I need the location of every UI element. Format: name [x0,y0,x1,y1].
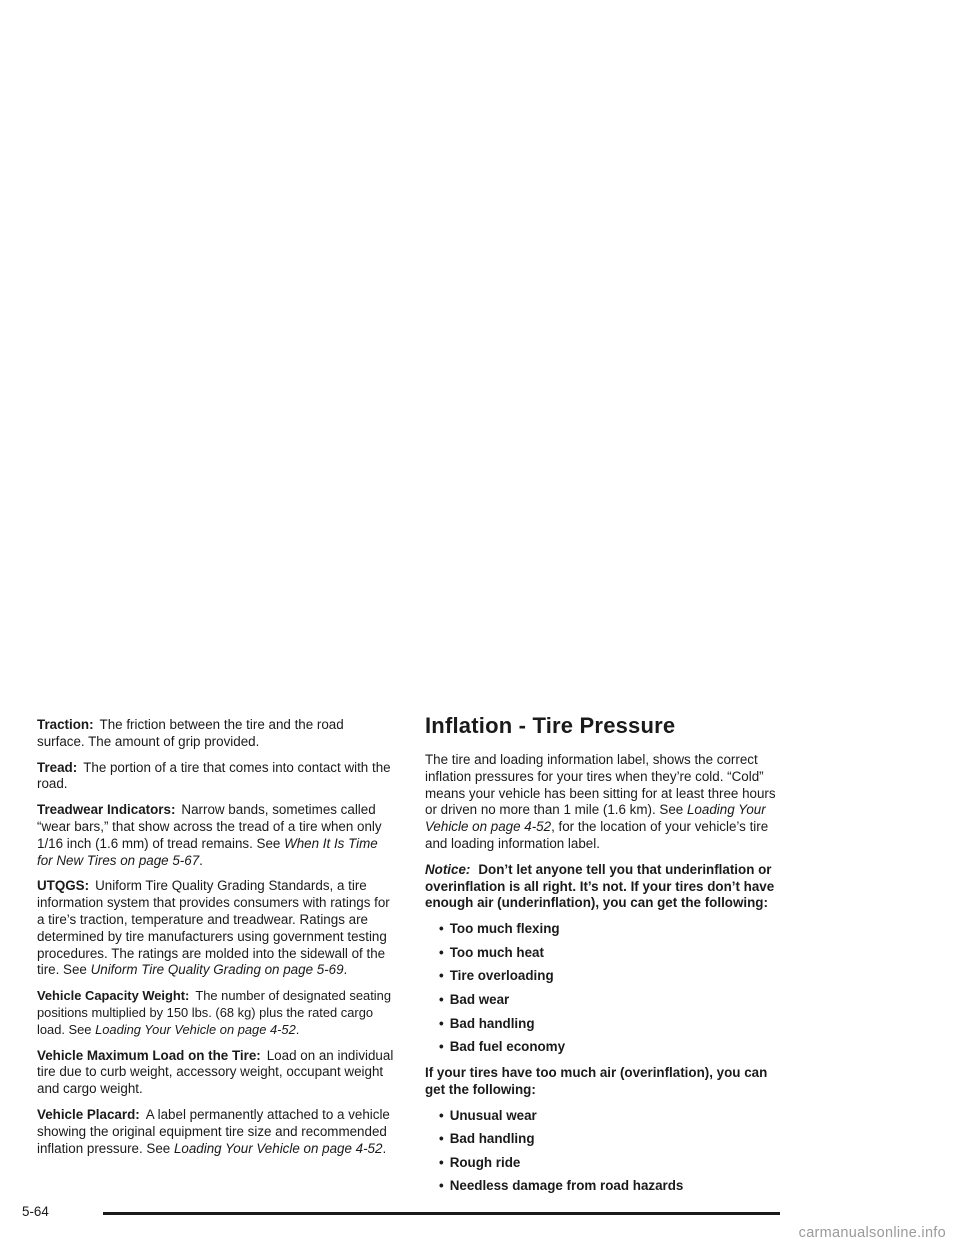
definition-tread [37,760,395,794]
definition-text: Load on an individual tire due to curb weight, accessory weight, occupant weight and cargo weight. [37,1047,394,1097]
list-item: • Tire overloading [439,968,790,985]
cross-reference-link[interactable]: Uniform Tire Quality Grading on page 5-69 [90,962,344,978]
watermark: carmanualsonline.info [798,1225,946,1241]
definition-term: Vehicle Maximum Load on the Tire: [37,1047,261,1063]
list-item: • Too much heat [439,945,790,962]
notice-label: Notice: [425,861,471,877]
definition-treadwear-indicators: Treadwear Indicators: Narrow bands, sometimes called “wear bars,” that show across the tread of a tire when only 1/16 inch (1.6 mm) of tread remains. See When It Is Time for New Tires on page 5-67. [37,802,382,868]
list-item: • Bad fuel economy [439,1039,790,1056]
definition-utqgs: UTQGS: Uniform Tire Quality Grading Standards, a tire information system that provides consumers with ratings for a tire’s traction, temperature and treadwear. Ratings are determined by tire manufacturers using government testing procedures. The ratings are molded into the sidewall of the tire. See Uniform Tire Quality Grading on page 5-69. [37,878,390,978]
page-number: 5-64 [22,1204,49,1219]
definition-vehicle-placard: Vehicle Placard: A label permanently attached to a vehicle showing the original equipment tire size and recommended inflation pressure. See Loading Your Vehicle on page 4-52. [37,1106,390,1156]
footer-divider [103,1212,780,1215]
cross-reference-link[interactable]: Loading Your Vehicle on page 4-52 [95,1021,296,1037]
definition-text: The friction between the tire and the road surface. The amount of grip provided. [37,717,344,749]
definition-traction [37,717,395,751]
definition-vehicle-capacity-weight: Vehicle Capacity Weight: The number of designated seating positions multiplied by 150 lbs. (68 kg) plus the rated cargo load. See Loading Your Vehicle on page 4-52. [37,988,391,1037]
definition-term: Treadwear Indicators: [37,802,176,818]
definition-text: A label permanently attached to a vehicle showing the original equipment tire size and recommended inflation pressure. See [37,1106,390,1156]
definition-term: Vehicle Capacity Weight: [37,988,190,1004]
right-column [425,713,790,1204]
definition-term: Tread: [37,759,78,775]
notice-text: Don’t let anyone tell you that underinflation or overinflation is all right. It’s not. If your tires don’t have enough air (underinflation), you can get the following: [425,861,775,911]
definition-term: UTQGS: [37,878,90,894]
cross-reference-link[interactable]: Loading Your Vehicle on page 4-52 [425,802,766,835]
list-item: • Bad handling [439,1016,790,1033]
underinflation-list [425,921,790,1056]
notice-paragraph [425,862,790,912]
overinflation-list [425,1108,790,1196]
definition-text: Narrow bands, sometimes called “wear bars,” that show across the tread of a tire when only 1/16 inch (1.6 mm) of tread remains. See [37,802,382,851]
definition-text: The number of designated seating positions multiplied by 150 lbs. (68 kg) plus the rated cargo load. See [37,988,391,1037]
list-item: • Bad handling [439,1131,790,1148]
definition-text: The portion of a tire that comes into contact with the road. [37,759,391,792]
list-item: • Bad wear [439,992,790,1009]
definition-term: Vehicle Placard: [37,1106,140,1122]
list-item: • Rough ride [439,1155,790,1172]
left-column [37,717,395,1166]
overinflation-intro: If your tires have too much air (overinflation), you can get the following: [425,1064,768,1097]
intro-paragraph: The tire and loading information label, shows the correct inflation pressures for your tires when they’re cold. “Cold” means your vehicle has been sitting for at least three hours or driven no more than 1 mile (1.6 km). See Loading Your Vehicle on page 4-52, for the location of your vehicle’s tire and loading information label. [425,752,776,851]
cross-reference-link[interactable]: When It Is Time for New Tires on page 5-67 [37,835,378,868]
list-item: • Too much flexing [439,921,790,938]
list-item: • Unusual wear [439,1108,790,1125]
definition-term: Traction: [37,717,94,732]
definition-text: Uniform Tire Quality Grading Standards, a tire information system that provides consumers with ratings for a tire’s traction, temperature and treadwear. Ratings are determined by tire manufacturers using government testing procedures. The ratings are molded into the sidewall of the tire. See [37,878,390,978]
cross-reference-link[interactable]: Loading Your Vehicle on page 4-52 [173,1140,383,1156]
definition-vehicle-maximum-load [37,1048,395,1098]
list-item: • Needless damage from road hazards [439,1178,790,1195]
section-heading: Inflation - Tire Pressure [425,713,676,738]
